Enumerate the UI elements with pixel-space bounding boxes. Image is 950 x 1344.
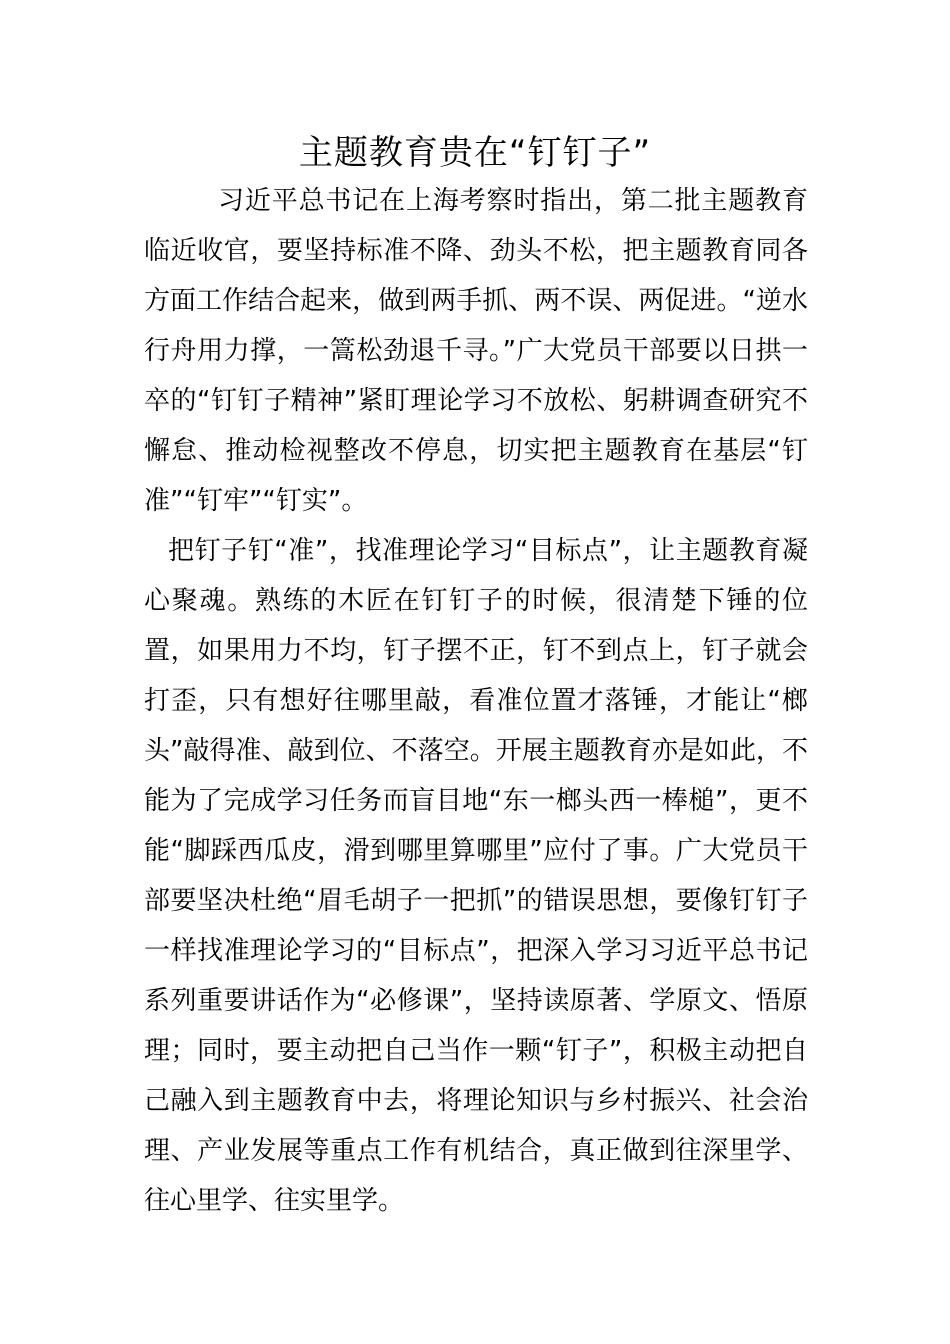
document-title: 主题教育贵在“钉钉子” (298, 133, 652, 173)
paragraph-2: 把钉子钉“准”，找准理论学习“目标点”，让主题教育凝心聚魂。熟练的木匠在钉钉子的时候，很清楚下锤的位置，如果用力不均，钉子摆不正，钉不到点上，钉子就会打歪，只有想好往哪里敲，看准位置才落锤，才能让“榔头”敲得准、敲到位、不落空。开展主题教育亦是如此，不能为了完成学习任务而盲目地“东一榔头西一棒槌”，更不能“脚踩西瓜皮，滑到哪里算哪里”应付了事。广大党员干部要坚决杜绝“眉毛胡子一把抓”的错误思想，要像钉钉子一样找准理论学习的“目标点”，把深入学习习近平总书记系列重要讲话作为“必修课”，坚持读原著、学原文、悟原理；同时，要主动把自己当作一颗“钉子”，积极主动把自己融入到主题教育中去，将理论知识与乡村振兴、社会治理、产业发展等重点工作有机结合，真正做到往深里学、往心里学、往实里学。 (144, 536, 808, 1216)
paragraph-1: 习近平总书记在上海考察时指出，第二批主题教育临近收官，要坚持标准不降、劲头不松，把主题教育同各方面工作结合起来，做到两手抓、两不误、两促进。“逆水行舟用力撑，一篙松劲退千寻。”广大党员干部要以日拱一卒的“钉钉子精神”紧盯理论学习不放松、躬耕调查研究不懈怠、推动检视整改不停息，切实把主题教育在基层“钉准”“钉牢”“钉实”。 (144, 186, 808, 516)
document-body (144, 176, 808, 1226)
